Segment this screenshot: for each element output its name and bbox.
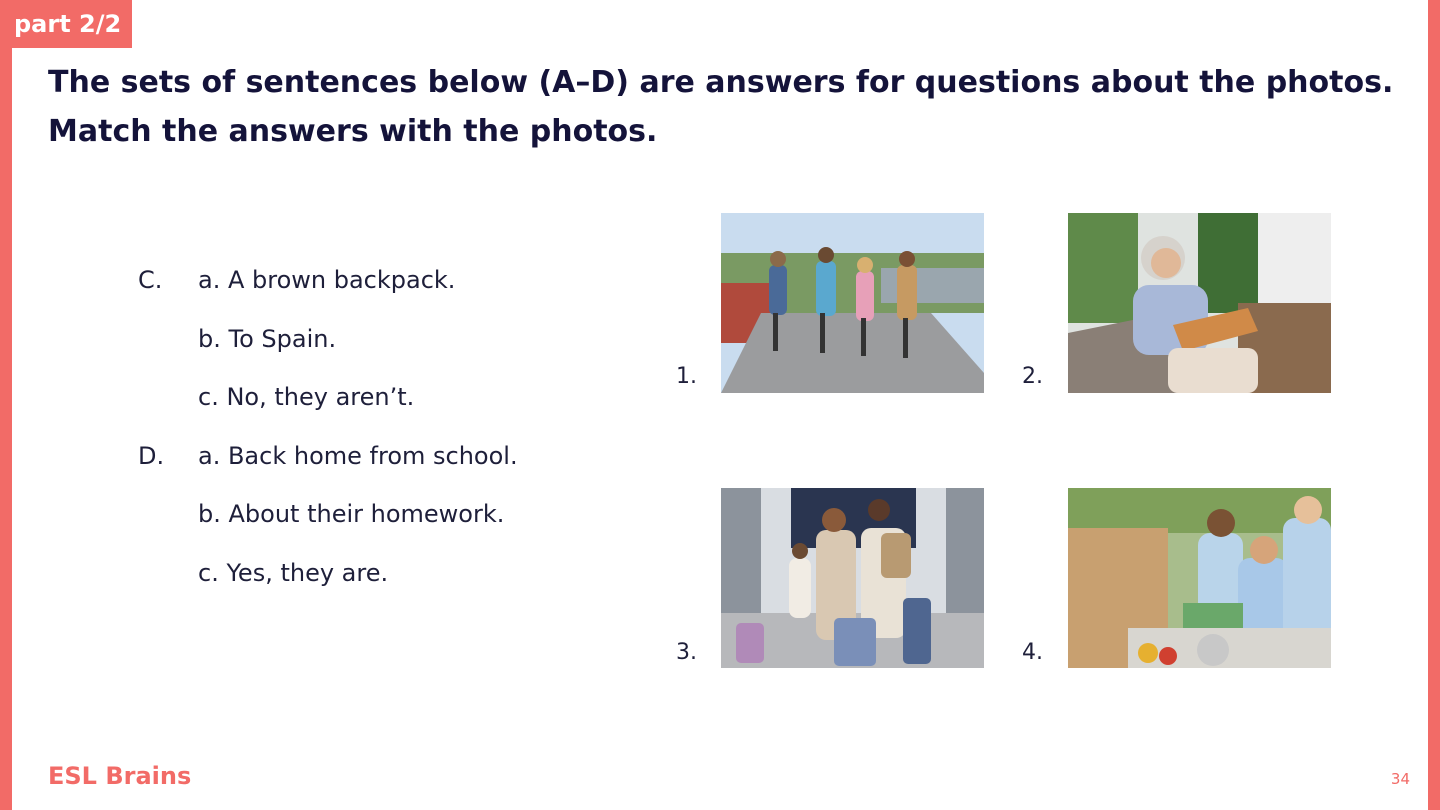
answer-row <box>138 262 618 321</box>
answer-item: b. About their homework. <box>198 500 505 529</box>
page-number: 34 <box>1390 770 1410 788</box>
instructions-line-2: Match the answers with the photos. <box>48 114 658 149</box>
instructions <box>48 58 1394 156</box>
part-label: part 2/2 <box>0 0 132 48</box>
answer-row <box>138 438 618 497</box>
answer-row <box>138 321 618 380</box>
answer-row <box>138 496 618 555</box>
instructions-line-1: The sets of sentences below (A–D) are answers for questions about the photos. <box>48 65 1394 100</box>
right-accent-border <box>1428 0 1440 810</box>
answer-sets <box>138 262 618 614</box>
photo-number-1: 1. <box>676 364 697 389</box>
photo-3-family-at-airport <box>721 488 984 668</box>
answer-item: a. Back home from school. <box>198 441 518 470</box>
set-letter-d: D. <box>138 441 165 470</box>
esl-brains-logo: ESL Brains <box>48 762 192 790</box>
set-letter-c: C. <box>138 266 163 294</box>
answer-item: c. No, they aren’t. <box>198 383 415 412</box>
answer-item: b. To Spain. <box>198 324 337 353</box>
answer-row <box>138 555 618 614</box>
photo-number-3: 3. <box>676 640 697 665</box>
answer-row <box>138 379 618 438</box>
left-accent-border <box>0 0 12 810</box>
photo-4-volunteers-food-stall <box>1068 488 1331 668</box>
photo-2-woman-reading <box>1068 213 1331 393</box>
photo-1-children-walking <box>721 213 984 393</box>
photo-number-4: 4. <box>1022 640 1043 665</box>
photo-number-2: 2. <box>1022 364 1043 389</box>
answer-item: a. A brown backpack. <box>198 266 456 294</box>
answer-item: c. Yes, they are. <box>198 558 389 587</box>
